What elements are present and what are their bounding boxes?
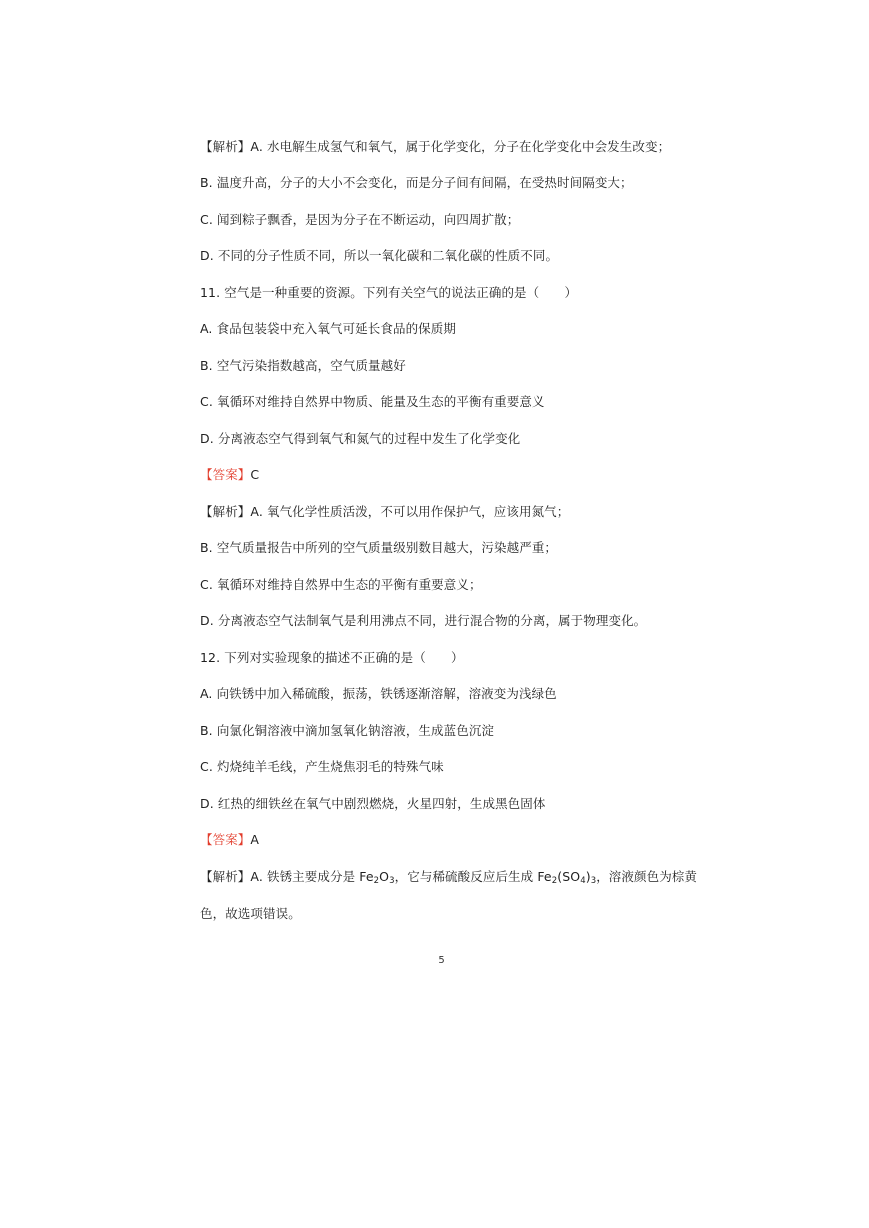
answer-value: A bbox=[250, 832, 260, 847]
question-11-option-b: B. 空气污染指数越高，空气质量越好 bbox=[200, 358, 406, 373]
question-11-stem: 11. 空气是一种重要的资源。下列有关空气的说法正确的是（ ） bbox=[200, 285, 578, 300]
formula-subscript: 3 bbox=[389, 876, 395, 886]
question-12-option-a: A. 向铁锈中加入稀硫酸，振荡，铁锈逐渐溶解，溶液变为浅绿色 bbox=[200, 686, 557, 701]
question-11-answer bbox=[200, 466, 259, 484]
analysis-tag: 【解析】 bbox=[200, 504, 251, 519]
analysis-q10-d: D. 不同的分子性质不同，所以一氧化碳和二氧化碳的性质不同。 bbox=[200, 248, 559, 263]
question-12-option-c: C. 灼烧纯羊毛线，产生烧焦羽毛的特殊气味 bbox=[200, 759, 444, 774]
question-12-analysis-line-2: 色，故选项错误。 bbox=[200, 906, 301, 921]
answer-tag: 【答案】 bbox=[200, 832, 251, 847]
formula-text: ，溶液颜色为棕黄 bbox=[596, 869, 698, 884]
formula-subscript: 4 bbox=[580, 876, 586, 886]
question-11-option-c: C. 氧循环对维持自然界中物质、能量及生态的平衡有重要意义 bbox=[200, 394, 545, 409]
formula-subscript: 3 bbox=[590, 876, 597, 886]
analysis-text: A. 水电解生成氢气和氧气，属于化学变化，分子在化学变化中会发生改变； bbox=[250, 139, 671, 154]
question-11-option-a: A. 食品包装袋中充入氧气可延长食品的保质期 bbox=[200, 321, 456, 336]
question-12-analysis-line-1 bbox=[200, 868, 697, 886]
formula-text: O bbox=[379, 869, 390, 884]
question-12-stem: 12. 下列对实验现象的描述不正确的是（ ） bbox=[200, 650, 464, 665]
analysis-q10-a bbox=[200, 138, 670, 156]
question-12-answer bbox=[200, 831, 259, 849]
question-11-analysis-c: C. 氧循环对维持自然界中生态的平衡有重要意义； bbox=[200, 577, 482, 592]
question-12-option-d: D. 红热的细铁丝在氧气中剧烈燃烧，火星四射，生成黑色固体 bbox=[200, 796, 546, 811]
formula-subscript: 2 bbox=[551, 876, 558, 886]
analysis-q10-b: B. 温度升高，分子的大小不会变化，而是分子间有间隔，在受热时间隔变大； bbox=[200, 175, 633, 190]
analysis-text: A. 氧气化学性质活泼，不可以用作保护气，应该用氮气； bbox=[250, 504, 570, 519]
question-11-option-d: D. 分离液态空气得到氧气和氮气的过程中发生了化学变化 bbox=[200, 431, 521, 446]
formula-text: A. 铁锈主要成分是 Fe bbox=[250, 869, 374, 884]
formula-subscript: 2 bbox=[373, 876, 380, 886]
question-12-option-b: B. 向氯化铜溶液中滴加氢氧化钠溶液，生成蓝色沉淀 bbox=[200, 723, 495, 738]
answer-value: C bbox=[250, 467, 260, 482]
question-11-analysis-a bbox=[200, 503, 569, 521]
answer-tag: 【答案】 bbox=[200, 467, 251, 482]
formula-text: ，它与稀硫酸反应后生成 Fe bbox=[394, 869, 552, 884]
formula-text: (SO bbox=[557, 869, 581, 884]
question-11-analysis-b: B. 空气质量报告中所列的空气质量级别数目越大，污染越严重； bbox=[200, 540, 558, 555]
question-11-analysis-d: D. 分离液态空气法制氧气是利用沸点不同，进行混合物的分离，属于物理变化。 bbox=[200, 613, 647, 628]
analysis-q10-c: C. 闻到粽子飘香，是因为分子在不断运动，向四周扩散； bbox=[200, 212, 520, 227]
analysis-tag: 【解析】 bbox=[200, 139, 251, 154]
page-number: 5 bbox=[438, 955, 445, 966]
formula-text: ) bbox=[585, 869, 591, 884]
analysis-tag: 【解析】 bbox=[200, 869, 251, 884]
